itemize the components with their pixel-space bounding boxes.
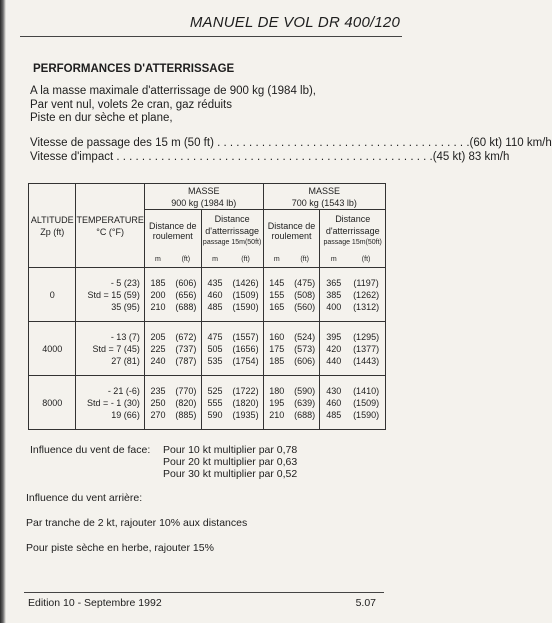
headwind-multipliers [163,444,297,480]
header-divider [20,36,402,37]
landing-m-900-cell [201,268,228,322]
landing-m-700-value: 430 [326,385,342,396]
temperature-value: - 21 (-6) [107,385,140,396]
landing-header [320,210,386,252]
landing-m-700-value: 385 [326,289,342,300]
landing-ft-700-value: (1443) [353,355,380,366]
roll-m-700-value: 155 [269,289,285,300]
mass-900-header [144,184,263,210]
footer-divider [24,592,384,593]
altitude-cell: 8000 [29,376,76,430]
landing-ft-900-cell [229,268,264,322]
speed-value: (60 kt) 110 km/h [469,137,552,149]
roll-ft-700-value: (508) [294,289,316,300]
roll-ft-700-value: (560) [294,301,316,312]
landing-ft-900-value: (1820) [232,397,259,408]
manual-title: MANUEL DE VOL DR 400/120 [189,14,400,31]
roll-ft-700-cell [290,322,320,376]
landing-ft-700-value: (1295) [353,331,380,342]
landing-m-700-value: 420 [326,343,342,354]
landing-m-900-value: 435 [207,277,223,288]
landing-label: Distance d'atterrissage [325,213,380,236]
unit-m: m [263,251,290,268]
landing-header [201,210,263,252]
table-row [29,322,386,376]
roll-m-700-cell [263,322,290,376]
roll-ft-700-value: (475) [294,277,316,288]
roll-m-900-value: 185 [150,277,166,288]
landing-ft-900-cell [229,322,264,376]
roll-m-700-value: 180 [269,385,285,396]
temperature-value: - 13 (7) [110,331,140,342]
temperature-value: 27 (81) [111,355,140,366]
landing-m-900-value: 535 [207,355,223,366]
roll-m-700-value: 160 [269,331,285,342]
roll-m-700-value: 195 [269,397,285,408]
landing-m-700-value: 440 [326,355,342,366]
roll-header [144,210,201,252]
temperature-label: TEMPERATURE [76,214,144,225]
unit-ft: (ft) [171,251,201,268]
headwind-label: Influence du vent de face: [30,444,151,456]
landing-ft-900-value: (1722) [232,385,259,396]
landing-ft-700-value: (1262) [353,289,380,300]
roll-m-700-value: 175 [269,343,285,354]
conditions-text [30,85,316,126]
roll-m-900-value: 205 [150,331,166,342]
roll-header [263,210,320,252]
landing-m-700-cell [320,322,347,376]
landing-m-900-value: 485 [207,301,223,312]
unit-ft: (ft) [229,251,264,268]
landing-m-900-cell [201,376,228,430]
roll-ft-900-cell [171,322,201,376]
unit-m: m [320,251,347,268]
mass-700-header [263,184,385,210]
landing-m-900-value: 505 [207,343,223,354]
unit-ft: (ft) [347,251,385,268]
roll-ft-900-value: (820) [175,397,197,408]
roll-m-900-value: 200 [150,289,166,300]
roll-m-900-cell [144,268,171,322]
speed-label: Vitesse d'impact [30,150,114,163]
binding-edge [0,0,6,623]
landing-ft-700-cell [347,322,385,376]
roll-ft-700-value: (688) [294,409,316,420]
landing-ft-900-value: (1426) [232,277,259,288]
roll-m-700-value: 145 [269,277,285,288]
roll-ft-900-value: (770) [175,385,197,396]
temperature-cell [76,322,144,376]
landing-m-900-value: 475 [207,331,223,342]
grass-runway-note: Pour piste sèche en herbe, rajouter 15% [26,542,214,554]
temperature-value: Std = - 1 (30) [87,397,140,408]
multiplier-line: Pour 30 kt multiplier par 0,52 [163,468,298,480]
landing-m-700-cell [320,376,347,430]
roll-m-900-value: 250 [150,397,166,408]
landing-m-900-value: 590 [207,409,223,420]
landing-ft-700-cell [347,376,385,430]
roll-ft-700-value: (590) [294,385,316,396]
speed-row [30,150,510,165]
roll-m-700-value: 185 [269,355,285,366]
landing-ft-700-value: (1377) [353,343,380,354]
roll-ft-900-value: (688) [175,301,197,312]
landing-ft-700-value: (1590) [353,409,380,420]
roll-ft-900-value: (787) [175,355,197,366]
roll-ft-900-value: (656) [175,289,197,300]
roll-ft-700-value: (639) [294,397,316,408]
mass-value: 900 kg (1984 lb) [171,197,237,208]
roll-m-900-cell [144,322,171,376]
landing-ft-700-value: (1410) [353,385,380,396]
roll-ft-700-cell [290,376,320,430]
multiplier-line: Pour 10 kt multiplier par 0,78 [163,444,298,456]
roll-m-900-value: 235 [150,385,166,396]
speed-value: (45 kt) 83 km/h [432,150,510,163]
roll-m-700-cell [263,376,290,430]
speed-list [30,137,552,164]
landing-m-700-cell [320,268,347,322]
roll-ft-900-value: (885) [175,409,197,420]
mass-label: MASSE [187,185,220,196]
roll-label: Distance de roulement [267,220,316,241]
roll-m-700-value: 165 [269,301,285,312]
landing-m-700-value: 365 [326,277,342,288]
roll-ft-700-cell [290,268,320,322]
landing-ft-900-value: (1656) [232,343,259,354]
roll-m-900-value: 270 [150,409,166,420]
condition-line: Piste en dur sèche et plane, [30,112,173,124]
landing-m-900-cell [201,322,228,376]
roll-m-900-value: 240 [150,355,166,366]
temperature-value: Std = 15 (59) [87,289,140,300]
landing-ft-900-cell [229,376,264,430]
landing-ft-900-value: (1935) [232,409,259,420]
altitude-cell: 4000 [29,322,76,376]
landing-note: passage 15m(50ft) [323,238,382,246]
roll-label: Distance de roulement [148,220,197,241]
landing-ft-700-value: (1312) [353,301,380,312]
edition-label: Edition 10 - Septembre 1992 [28,597,162,609]
temperature-value: - 5 (23) [110,277,140,288]
condition-line: Par vent nul, volets 2e cran, gaz réduits [30,98,232,111]
landing-ft-900-value: (1754) [232,355,259,366]
landing-m-900-value: 525 [207,385,223,396]
altitude-unit: Zp (ft) [40,226,65,237]
landing-ft-700-value: (1197) [353,277,379,288]
landing-ft-900-value: (1557) [232,331,259,342]
unit-m: m [201,251,228,268]
table-row [29,268,386,322]
speed-row [30,137,552,151]
section-title: PERFORMANCES D'ATTERRISSAGE [33,63,235,75]
landing-m-700-value: 400 [326,301,342,312]
altitude-header [29,184,76,268]
roll-ft-900-value: (672) [175,331,197,342]
mass-label: MASSE [308,185,341,196]
speed-label: Vitesse de passage des 15 m (50 ft) [30,137,214,149]
temperature-header [76,184,144,268]
roll-ft-900-value: (606) [175,277,197,288]
landing-note: passage 15m(50ft) [202,238,262,246]
roll-ft-700-value: (524) [294,331,316,342]
dot-leader: . . . . . . . . . . . . . . . . . . . . . . . . . . . . . . . . . . . . . . . . . . . . . . . . . . [113,150,433,163]
multiplier-line: Pour 20 kt multiplier par 0,63 [163,456,298,468]
unit-m: m [144,251,171,268]
tailwind-label: Influence du vent arrière: [26,492,143,504]
roll-m-900-cell [144,376,171,430]
roll-m-700-cell [263,268,290,322]
temperature-value: 35 (95) [111,301,140,312]
landing-m-900-value: 555 [207,397,223,408]
temperature-value: Std = 7 (45) [92,343,140,354]
landing-m-700-value: 485 [326,409,342,420]
unit-ft: (ft) [290,251,320,268]
temperature-value: 19 (66) [111,409,140,420]
landing-ft-700-value: (1509) [353,397,380,408]
landing-m-700-value: 460 [326,397,342,408]
landing-ft-900-value: (1509) [232,289,259,300]
roll-ft-900-cell [171,268,201,322]
condition-line: A la masse maximale d'atterrissage de 900 kg (1984 lb), [30,85,317,97]
roll-m-700-value: 210 [269,409,285,420]
landing-m-700-value: 395 [326,331,342,342]
headwind-section [30,444,298,480]
roll-ft-900-value: (737) [175,343,197,354]
landing-label: Distance d'atterrissage [205,213,259,236]
altitude-label: ALTITUDE [30,214,74,225]
page-number: 5.07 [355,597,376,609]
roll-ft-900-cell [171,376,201,430]
temperature-cell [76,268,144,322]
temperature-cell [76,376,144,430]
roll-ft-700-value: (606) [294,355,316,366]
landing-ft-900-value: (1590) [232,301,259,312]
landing-ft-700-cell [347,268,385,322]
landing-m-900-value: 460 [207,289,223,300]
altitude-cell: 0 [29,268,76,322]
table-row [29,376,386,430]
dot-leader: . . . . . . . . . . . . . . . . . . . . . . . . . . . . . . . . . . . . . . . . [213,137,470,149]
roll-m-900-value: 210 [150,301,166,312]
temperature-unit: °C (°F) [96,226,124,237]
table-body [29,268,386,430]
roll-m-900-value: 225 [150,343,166,354]
mass-value: 700 kg (1543 lb) [291,197,357,208]
landing-performance-table [28,183,386,430]
roll-ft-700-value: (573) [294,343,316,354]
tailwind-note: Par tranche de 2 kt, rajouter 10% aux distances [26,517,248,529]
